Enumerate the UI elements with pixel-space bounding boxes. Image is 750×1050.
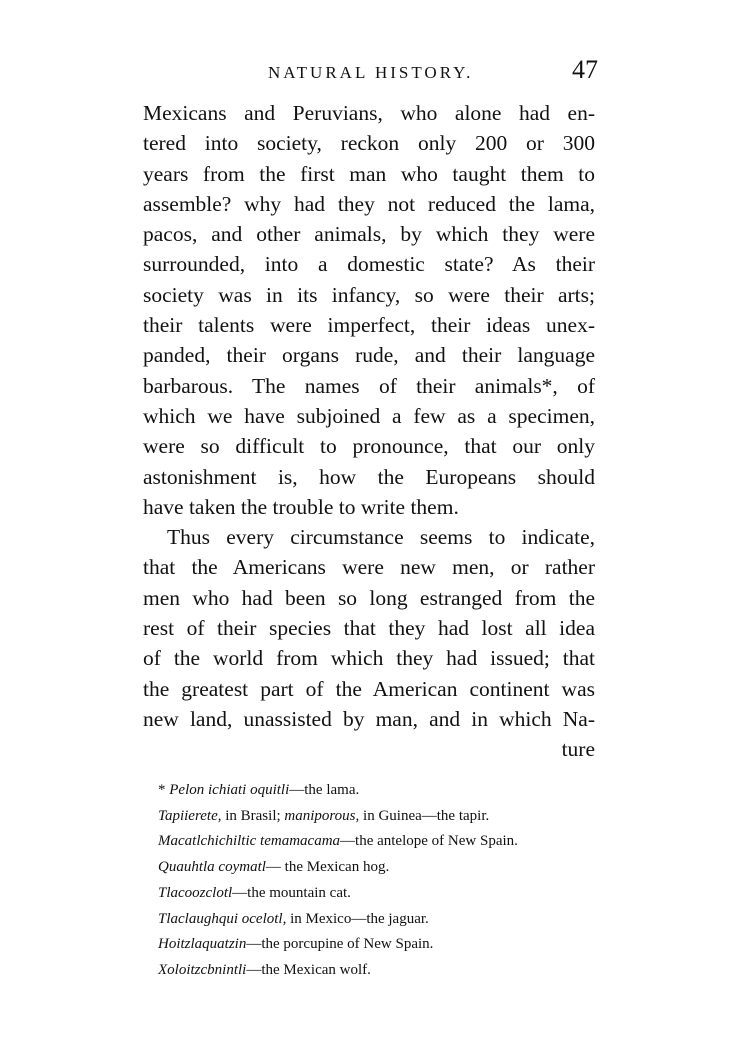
species-name: Hoitzlaquatzin (158, 936, 247, 953)
text-line: pacos, and other animals, by which they were (143, 222, 595, 247)
footnote-text: —the antelope of New Spain. (340, 833, 518, 850)
text-line: that the Americans were new men, or rather (143, 555, 595, 580)
text-line: Mexicans and Peruvians, who alone had en- (143, 101, 595, 125)
footnote-text: in Guinea—the tapir. (359, 807, 490, 824)
species-name: Xoloitzcbnintli (158, 961, 247, 978)
species-name: Macatlchichiltic temamacama (158, 833, 341, 850)
text-line: astonishment is, how the Europeans should (143, 464, 595, 489)
paragraph-1 (143, 98, 595, 522)
text-line: were so difficult to pronounce, that our only (143, 434, 595, 459)
text-line: of the world from which they had issued; that (143, 646, 595, 671)
footnote-text: —the porcupine of New Spain. (246, 936, 434, 953)
footnote-text: in Brasil; (221, 807, 285, 824)
footnote-line (158, 881, 598, 907)
footnote-line (158, 855, 598, 881)
footnote-text: — the Mexican hog. (265, 859, 390, 876)
footnote-line (158, 907, 598, 933)
catchword: ture (561, 737, 595, 762)
text-line: the greatest part of the American continent was (143, 676, 595, 701)
paragraph-2 (143, 522, 595, 734)
text-line: have taken the trouble to write them. (143, 494, 459, 519)
footnote-line (158, 778, 598, 804)
text-line: panded, their organs rude, and their language (143, 343, 595, 368)
species-name: Quauhtla coymatl (158, 859, 266, 876)
text-line: their talents were imperfect, their ideas unex- (143, 313, 595, 338)
text-line: society was in its infancy, so were their arts; (143, 282, 595, 307)
footnote-text: —the mountain cat. (232, 884, 351, 901)
page-number: 47 (572, 55, 598, 84)
text-line: men who had been so long estranged from the (143, 585, 595, 610)
footnote-text: —the lama. (289, 782, 360, 798)
text-line: tered into society, reckon only 200 or 300 (143, 131, 595, 156)
species-name: Pelon ichiati oquitli (169, 782, 290, 798)
species-name: maniporous, (284, 807, 360, 824)
text-line: surrounded, into a domestic state? As their (143, 252, 595, 277)
footnote-text: —the Mexican wolf. (246, 961, 371, 978)
footnote-marker: * (158, 782, 170, 798)
footnote-text: in Mexico—the jaguar. (286, 910, 429, 927)
text-line: rest of their species that they had lost all idea (143, 616, 595, 641)
running-head: NATURAL HISTORY. (268, 63, 474, 82)
species-name: Tlacoozclotl (158, 884, 233, 901)
footnotes (158, 778, 598, 984)
text-line: Thus every circumstance seems to indicate, (167, 525, 595, 550)
text-line: new land, unassisted by man, and in which Na- (143, 706, 595, 731)
text-line: assemble? why had they not reduced the lama, (143, 191, 595, 216)
species-name: Tapiierete, (158, 807, 222, 824)
body-text (143, 98, 595, 765)
species-name: Tlaclaughqui ocelotl, (158, 910, 287, 927)
footnote-line (158, 804, 598, 830)
footnote-line (158, 829, 598, 855)
text-line: barbarous. The names of their animals*, of (143, 373, 595, 398)
text-line: years from the first man who taught them to (143, 161, 595, 186)
text-line: which we have subjoined a few as a specimen, (143, 403, 595, 428)
footnote-line (158, 958, 598, 984)
footnote-line (158, 932, 598, 958)
page-header (0, 55, 750, 95)
